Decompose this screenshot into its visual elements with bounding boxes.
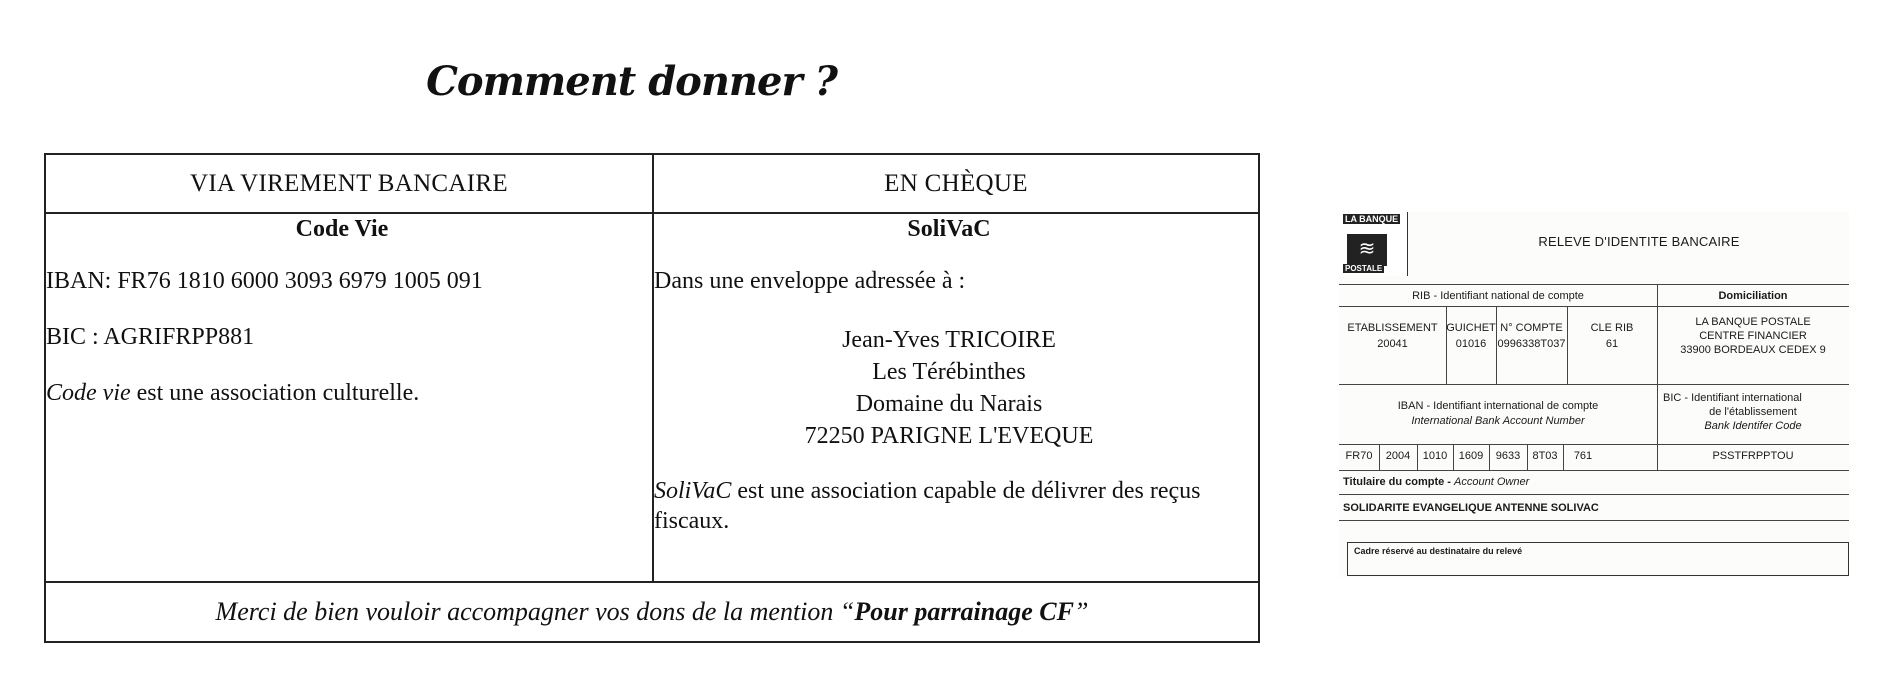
divider bbox=[1339, 470, 1849, 471]
iban-text: IBAN: FR76 1810 6000 3093 6979 1005 091 bbox=[46, 268, 483, 294]
header-virement: VIA VIREMENT BANCAIRE bbox=[45, 154, 653, 213]
val-cle-rib: 61 bbox=[1605, 338, 1619, 350]
virement-org: Code Vie bbox=[295, 216, 389, 242]
val-compte: 0996338T037 bbox=[1497, 338, 1566, 350]
bic-text: BIC : AGRIFRPP881 bbox=[46, 324, 255, 350]
header-cheque: EN CHÈQUE bbox=[653, 154, 1259, 213]
cheque-description bbox=[654, 476, 1258, 536]
col-guichet: GUICHET bbox=[1446, 322, 1496, 334]
divider bbox=[1339, 284, 1849, 285]
domiciliation-label: Domiciliation bbox=[1718, 290, 1788, 302]
footer-mention: Pour parrainage CF bbox=[854, 597, 1074, 626]
cheque-cell bbox=[653, 213, 1259, 582]
recipient-box-label: Cadre réservé au destinataire du relevé bbox=[1354, 546, 1523, 556]
bic-label-en: Bank Identifer Code bbox=[1704, 420, 1802, 432]
divider bbox=[1339, 520, 1849, 521]
footer-text: Merci de bien vouloir accompagner vos dons de la mention “ bbox=[215, 597, 855, 626]
address-line: 72250 PARIGNE L'EVEQUE bbox=[804, 423, 1094, 449]
table-footer-row bbox=[45, 582, 1259, 642]
iban-part: 761 bbox=[1573, 450, 1593, 462]
iban-label: IBAN - Identifiant international de compte bbox=[1397, 400, 1599, 412]
owner-label-en: Account Owner bbox=[1454, 476, 1530, 488]
owner-label-fr: Titulaire du compte - bbox=[1343, 476, 1455, 488]
bic-label-2: de l'établissement bbox=[1709, 406, 1797, 418]
col-etablissement: ETABLISSEMENT bbox=[1347, 322, 1438, 334]
divider bbox=[1657, 284, 1658, 470]
virement-description bbox=[46, 378, 652, 408]
domiciliation-line: CENTRE FINANCIER bbox=[1699, 330, 1807, 342]
val-etablissement: 20041 bbox=[1377, 338, 1408, 350]
virement-desc-name: Code vie bbox=[46, 380, 131, 406]
virement-desc-rest: est une association culturelle. bbox=[130, 380, 420, 406]
logo-text-bottom: POSTALE bbox=[1345, 264, 1383, 273]
iban-part: 9633 bbox=[1495, 450, 1521, 462]
rib-title: RELEVE D'IDENTITE BANCAIRE bbox=[1538, 234, 1740, 249]
cheque-org: SoliVaC bbox=[907, 216, 991, 242]
recipient-box bbox=[1347, 542, 1849, 576]
owner-name: SOLIDARITE EVANGELIQUE ANTENNE SOLIVAC bbox=[1343, 502, 1599, 514]
divider bbox=[1339, 494, 1849, 495]
virement-cell bbox=[45, 213, 653, 582]
divider bbox=[1339, 444, 1849, 445]
domiciliation-line: LA BANQUE POSTALE bbox=[1695, 316, 1811, 328]
domiciliation-line: 33900 BORDEAUX CEDEX 9 bbox=[1680, 344, 1826, 356]
iban-part: 1010 bbox=[1422, 450, 1448, 462]
address-line: Domaine du Narais bbox=[855, 391, 1043, 417]
bic-value: PSSTFRPPTOU bbox=[1712, 450, 1794, 462]
iban-label-en: International Bank Account Number bbox=[1411, 415, 1585, 427]
rib-card bbox=[1339, 212, 1849, 577]
bic-label: BIC - Identifiant international bbox=[1663, 392, 1802, 404]
donation-table bbox=[44, 153, 1260, 643]
cheque-desc-name: SoliVaC bbox=[654, 478, 732, 504]
owner-label bbox=[1343, 476, 1529, 488]
logo-text-top: LA BANQUE bbox=[1345, 214, 1399, 224]
footer-end: ” bbox=[1073, 597, 1089, 626]
iban-part: 2004 bbox=[1385, 450, 1411, 462]
table-header-row bbox=[45, 154, 1259, 213]
divider bbox=[1339, 306, 1849, 307]
col-cle-rib: CLE RIB bbox=[1590, 322, 1634, 334]
iban-part: FR70 bbox=[1345, 450, 1373, 462]
bird-icon: ≋ bbox=[1347, 234, 1387, 266]
iban-part: 1609 bbox=[1458, 450, 1484, 462]
val-guichet: 01016 bbox=[1455, 338, 1487, 350]
iban-part: 8T03 bbox=[1532, 450, 1558, 462]
table-body-row bbox=[45, 213, 1259, 582]
cheque-desc-rest: est une association capable de délivrer des reçus fiscaux. bbox=[654, 478, 1201, 534]
postal-address bbox=[654, 324, 1258, 452]
bank-logo bbox=[1339, 212, 1408, 276]
footer-note bbox=[45, 582, 1259, 642]
address-line: Jean-Yves TRICOIRE bbox=[842, 327, 1056, 353]
col-compte: N° COMPTE bbox=[1500, 322, 1563, 334]
page-title: Comment donner ? bbox=[426, 58, 837, 105]
divider bbox=[1339, 384, 1849, 385]
rib-section-label: RIB - Identifiant national de compte bbox=[1412, 290, 1584, 302]
cheque-intro: Dans une enveloppe adressée à : bbox=[654, 268, 966, 294]
address-line: Les Térébinthes bbox=[872, 359, 1026, 385]
